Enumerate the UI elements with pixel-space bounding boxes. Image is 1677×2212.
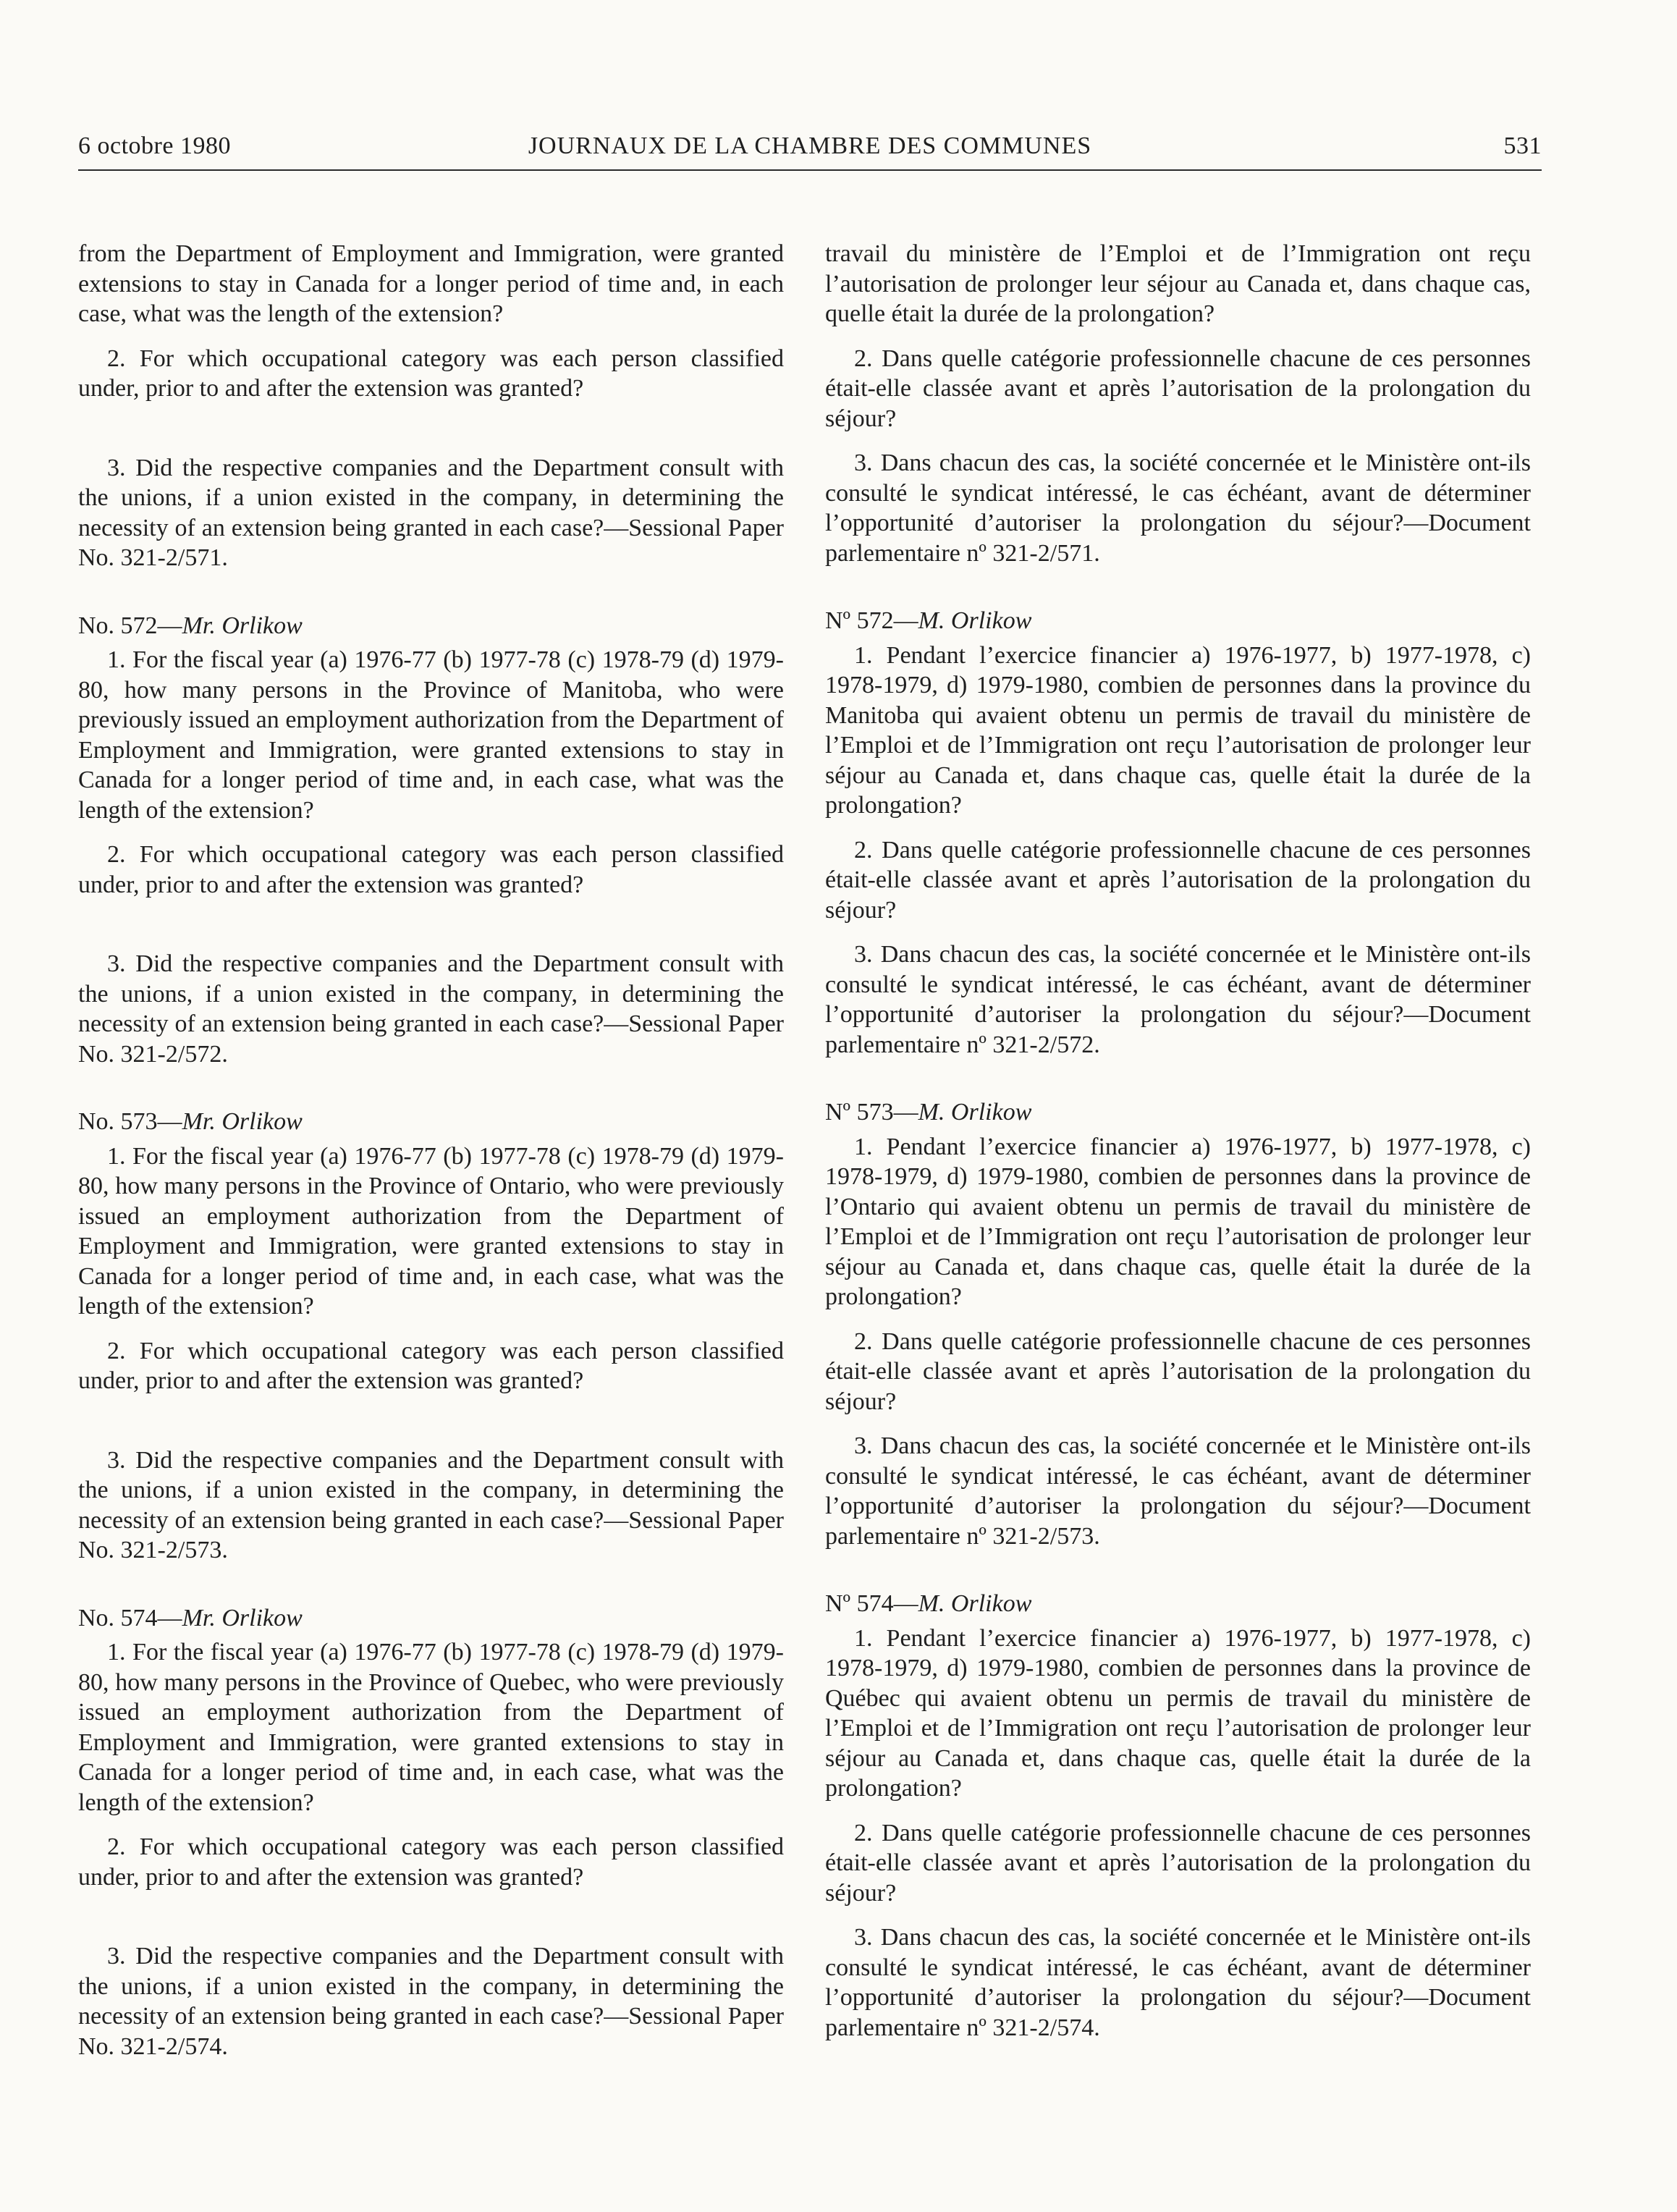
en-574-question-1: 1. For the fiscal year (a) 1976-77 (b) 1977-78 (c) 1978-79 (d) 1979-80, how many persons in the Province of Quebec, who were previously issued an employment authorization from the Department of Employment and Immigration, were granted extensions to stay in Canada for a longer period of time and, in each case, what was the length of the extension? xyxy=(78,1639,784,1816)
fr-571-continuation: travail du ministère de l’Emploi et de l’Immigration ont reçu l’autorisation de prolonger leur séjour au Canada et, dans chaque cas, quelle était la durée de la prolongation? xyxy=(825,240,1531,327)
fr-573-number: Nº 573— xyxy=(825,1099,918,1126)
en-574-member: Mr. Orlikow xyxy=(182,1604,303,1631)
fr-572-member: M. Orlikow xyxy=(918,607,1032,634)
en-573-number: No. 573— xyxy=(78,1108,182,1135)
fr-572-heading xyxy=(825,606,1531,636)
fr-574-question-1: 1. Pendant l’exercice financier a) 1976-1977, b) 1977-1978, c) 1978-1979, d) 1979-1980, combien de personnes dans la province de Québec qui avaient obtenu un permis de travail du ministère de l’Emploi et de l’Immigration ont reçu l’autorisation de prolonger leur séjour au Canada et, dans chaque cas, quelle était la durée de la prolongation? xyxy=(825,1624,1531,1802)
en-572-heading xyxy=(78,611,784,641)
en-574-question-3: 3. Did the respective companies and the Department consult with the unions, if a union existed in the company, in determining the necessity of an extension being granted in each case?—Sessional Paper No. 321-2/574. xyxy=(78,1943,784,2060)
header-date: 6 octobre 1980 xyxy=(78,132,231,159)
running-header xyxy=(78,129,1542,171)
en-573-question-2: 2. For which occupational category was each person classified under, prior to and after the extension was granted? xyxy=(78,1337,784,1394)
en-571-continuation: from the Department of Employment and Immigration, were granted extensions to stay in Canada for a longer period of time and, in each case, what was the length of the extension? xyxy=(78,240,784,327)
page-number: 531 xyxy=(1503,132,1542,159)
french-column xyxy=(825,239,1531,2043)
fr-574-member: M. Orlikow xyxy=(918,1590,1032,1617)
fr-573-member: M. Orlikow xyxy=(918,1099,1032,1126)
en-571-question-3: 3. Did the respective companies and the Department consult with the unions, if a union existed in the company, in determining the necessity of an extension being granted in each case?—Sessional Paper No. 321-2/571. xyxy=(78,454,784,571)
fr-573-question-2: 2. Dans quelle catégorie professionnelle chacune de ces personnes était-elle classée avant et après l’autorisation de la prolongation du séjour? xyxy=(825,1327,1531,1415)
en-573-member: Mr. Orlikow xyxy=(182,1108,303,1135)
fr-571-question-2: 2. Dans quelle catégorie professionnelle chacune de ces personnes était-elle classée avant et après l’autorisation de la prolongation du séjour? xyxy=(825,345,1531,432)
fr-572-number: Nº 572— xyxy=(825,607,918,634)
en-571-question-2: 2. For which occupational category was each person classified under, prior to and after the extension was granted? xyxy=(78,345,784,402)
fr-574-question-2: 2. Dans quelle catégorie professionnelle chacune de ces personnes était-elle classée avant et après l’autorisation de la prolongation du séjour? xyxy=(825,1819,1531,1907)
fr-573-question-3: 3. Dans chacun des cas, la société concernée et le Ministère ont-ils consulté le syndicat intéressé, le cas échéant, avant de déterminer l’opportunité d’autoriser la prolongation du séjour?—Document parlementaire nº 321-2/573. xyxy=(825,1432,1531,1550)
fr-574-question-3: 3. Dans chacun des cas, la société concernée et le Ministère ont-ils consulté le syndicat intéressé, le cas échéant, avant de déterminer l’opportunité d’autoriser la prolongation du séjour?—Document parlementaire nº 321-2/574. xyxy=(825,1924,1531,2041)
fr-573-heading xyxy=(825,1097,1531,1128)
fr-573-question-1: 1. Pendant l’exercice financier a) 1976-1977, b) 1977-1978, c) 1978-1979, d) 1979-1980, combien de personnes dans la province de l’Ontario qui avaient obtenu un permis de travail du ministère de l’Emploi et de l’Immigration ont reçu l’autorisation de prolonger leur séjour au Canada et, dans chaque cas, quelle était la durée de la prolongation? xyxy=(825,1133,1531,1310)
en-573-heading xyxy=(78,1107,784,1137)
en-574-heading xyxy=(78,1603,784,1634)
fr-574-number: Nº 574— xyxy=(825,1590,918,1617)
en-574-question-2: 2. For which occupational category was each person classified under, prior to and after the extension was granted? xyxy=(78,1833,784,1891)
en-573-question-1: 1. For the fiscal year (a) 1976-77 (b) 1977-78 (c) 1978-79 (d) 1979-80, how many persons in the Province of Ontario, who were previously issued an employment authorization from the Department of Employment and Immigration, were granted extensions to stay in Canada for a longer period of time and, in each case, what was the length of the extension? xyxy=(78,1142,784,1320)
fr-574-heading xyxy=(825,1589,1531,1619)
journal-title: JOURNAUX DE LA CHAMBRE DES COMMUNES xyxy=(528,132,1092,159)
fr-571-question-3: 3. Dans chacun des cas, la société concernée et le Ministère ont-ils consulté le syndicat intéressé, le cas échéant, avant de déterminer l’opportunité d’autoriser la prolongation du séjour?—Document parlementaire nº 321-2/571. xyxy=(825,449,1531,567)
en-572-number: No. 572— xyxy=(78,612,182,639)
en-572-question-2: 2. For which occupational category was each person classified under, prior to and after the extension was granted? xyxy=(78,841,784,898)
fr-572-question-1: 1. Pendant l’exercice financier a) 1976-1977, b) 1977-1978, c) 1978-1979, d) 1979-1980, combien de personnes dans la province du Manitoba qui avaient obtenu un permis de travail du ministère de l’Emploi et de l’Immigration ont reçu l’autorisation de prolonger leur séjour au Canada et, dans chaque cas, quelle était la durée de la prolongation? xyxy=(825,641,1531,819)
fr-572-question-2: 2. Dans quelle catégorie professionnelle chacune de ces personnes était-elle classée avant et après l’autorisation de la prolongation du séjour? xyxy=(825,836,1531,924)
en-572-member: Mr. Orlikow xyxy=(182,612,303,639)
english-column xyxy=(78,239,784,2061)
fr-572-question-3: 3. Dans chacun des cas, la société concernée et le Ministère ont-ils consulté le syndicat intéressé, le cas échéant, avant de déterminer l’opportunité d’autoriser la prolongation du séjour?—Document parlementaire nº 321-2/572. xyxy=(825,941,1531,1058)
en-572-question-3: 3. Did the respective companies and the Department consult with the unions, if a union existed in the company, in determining the necessity of an extension being granted in each case?—Sessional Paper No. 321-2/572. xyxy=(78,950,784,1068)
en-573-question-3: 3. Did the respective companies and the Department consult with the unions, if a union existed in the company, in determining the necessity of an extension being granted in each case?—Sessional Paper No. 321-2/573. xyxy=(78,1446,784,1563)
en-572-question-1: 1. For the fiscal year (a) 1976-77 (b) 1977-78 (c) 1978-79 (d) 1979-80, how many persons in the Province of Manitoba, who were previously issued an employment authorization from the Department of Employment and Immigration, were granted extensions to stay in Canada for a longer period of time and, in each case, what was the length of the extension? xyxy=(78,646,784,824)
en-574-number: No. 574— xyxy=(78,1604,182,1631)
